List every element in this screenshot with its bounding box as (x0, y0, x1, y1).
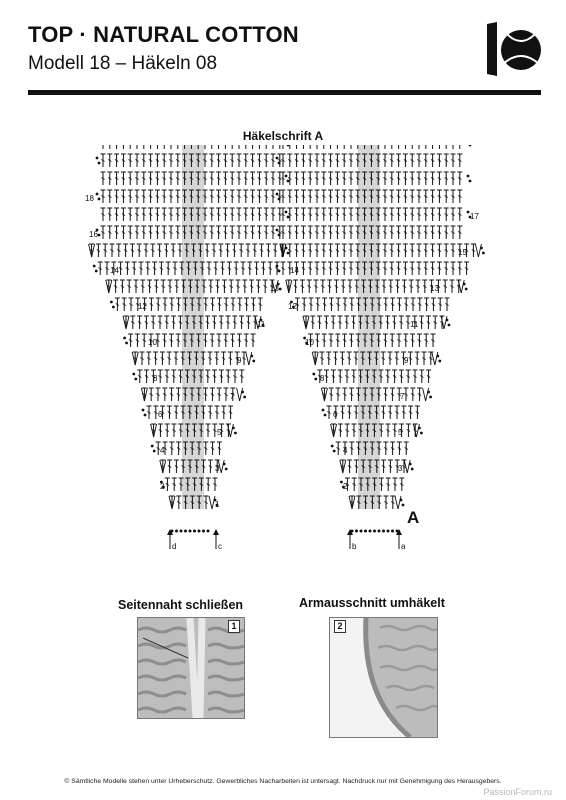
chain-dot (322, 409, 325, 412)
chain-dot (252, 360, 255, 363)
chain-dot (409, 463, 412, 466)
chain-dot (480, 247, 483, 250)
increase-v (413, 424, 419, 437)
chain-dot (285, 175, 288, 178)
chain-dot (331, 445, 334, 448)
brand-logo (485, 20, 541, 78)
foundation-chain (180, 530, 183, 533)
chain-dot (276, 229, 279, 232)
chain-dot (98, 162, 101, 165)
chain-dot (96, 193, 99, 196)
row-label: 6 (158, 410, 163, 419)
row-label: 11 (257, 320, 266, 329)
chain-dot (232, 427, 235, 430)
row-label: 3 (215, 464, 220, 473)
chain-dot (429, 396, 432, 399)
row-label: 18 (85, 194, 94, 203)
chain-dot (153, 450, 156, 453)
arrow-label: c (218, 542, 222, 551)
chain-dot (134, 378, 137, 381)
chain-dot (96, 157, 99, 160)
chain-dot (463, 283, 466, 286)
chain-dot (110, 301, 113, 304)
foundation-chain (193, 530, 196, 533)
photo-caption-side-seam: Seitennaht schließen (118, 598, 244, 612)
row-label: 4 (160, 446, 165, 455)
section-letter: A (407, 508, 420, 527)
row-label: 9 (237, 356, 242, 365)
chain-dot (278, 270, 281, 273)
foundation-chain (391, 530, 394, 533)
increase-v (246, 352, 252, 365)
chain-dot (93, 265, 96, 268)
chain-dot (469, 145, 472, 146)
row-label: 2 (343, 482, 348, 491)
foundation-chain (364, 530, 367, 533)
foundation-chain (382, 530, 385, 533)
copyright-notice: © Sämtliche Modelle stehen unter Urheberschutz. Gewerbliches Nacharbeiten ist untersagt. Nachdruck nur mit Genehmigung des Herausgebers. (64, 778, 502, 785)
chain-dot (482, 252, 485, 255)
row-label: 13 (270, 284, 279, 293)
chain-dot (314, 378, 317, 381)
row-label: 9 (404, 356, 409, 365)
chain-dot (324, 414, 327, 417)
row-label: 10 (305, 338, 314, 347)
chain-dot (95, 270, 98, 273)
row-label: 13 (430, 284, 439, 293)
foundation-chain (189, 530, 192, 533)
chain-dot (278, 162, 281, 165)
chain-dot (287, 216, 290, 219)
watermark: PassionForum.ru (483, 787, 552, 797)
row-label: 7 (230, 392, 235, 401)
foundation-chain (207, 530, 210, 533)
chain-dot (469, 180, 472, 183)
row-label: 14 (290, 266, 299, 275)
row-label: 5 (217, 428, 222, 437)
chain-dot (243, 396, 246, 399)
row-label: 2 (160, 482, 165, 491)
chain-dot (333, 450, 336, 453)
chain-dot (278, 234, 281, 237)
chain-dot (225, 468, 228, 471)
chain-dot (123, 337, 126, 340)
chain-dot (465, 288, 468, 291)
chain-dot (402, 504, 405, 507)
foundation-chain (198, 530, 201, 533)
increase-v (423, 388, 429, 401)
foundation-chain (387, 530, 390, 533)
row-label: 6 (333, 410, 338, 419)
chain-dot (418, 427, 421, 430)
chain-dot (223, 463, 226, 466)
increase-v (237, 388, 243, 401)
foundation-chain (378, 530, 381, 533)
photo-number-2: 2 (334, 620, 346, 633)
chain-dot (241, 391, 244, 394)
highlight-column (358, 145, 380, 509)
chain-dot (151, 445, 154, 448)
row-label: 5 (398, 428, 403, 437)
chain-dot (448, 324, 451, 327)
chain-dot (438, 360, 441, 363)
header-divider (28, 90, 541, 95)
chain-dot (436, 355, 439, 358)
chain-dot (400, 499, 403, 502)
row-label: 12 (138, 302, 147, 311)
chain-dot (287, 180, 290, 183)
chain-dot (411, 468, 414, 471)
row-label: 10 (148, 338, 157, 347)
foundation-chain (360, 530, 363, 533)
foundation-chain (184, 530, 187, 533)
chain-dot (427, 391, 430, 394)
chain-dot (98, 234, 101, 237)
arrow-label: d (172, 542, 177, 551)
crochet-chart (0, 145, 566, 555)
chain-dot (98, 198, 101, 201)
row-label: 15 (458, 248, 467, 257)
photo-number-1: 1 (228, 620, 240, 633)
page-title: TOP · NATURAL COTTON (28, 22, 299, 47)
photo-armhole (329, 617, 438, 738)
row-label: 4 (343, 446, 348, 455)
foundation-chain (355, 530, 358, 533)
increase-v (404, 460, 410, 473)
row-label: 12 (288, 302, 297, 311)
page-subtitle: Modell 18 – Häkeln 08 (28, 53, 218, 74)
chain-dot (467, 211, 470, 214)
foundation-chain (175, 530, 178, 533)
row-label: 3 (398, 464, 403, 473)
chain-dot (144, 414, 147, 417)
foundation-chain (369, 530, 372, 533)
row-label: 14 (110, 266, 119, 275)
row-label: 11 (410, 320, 419, 329)
chain-dot (276, 157, 279, 160)
chain-dot (287, 145, 290, 146)
chain-dot (420, 432, 423, 435)
chain-dot (446, 319, 449, 322)
row-label: 7 (400, 392, 405, 401)
row-label: 8 (153, 374, 158, 383)
photo-side-seam (137, 617, 245, 719)
increase-v (432, 352, 438, 365)
chain-dot (142, 409, 145, 412)
chain-dot (125, 342, 128, 345)
row-label: 16 (89, 230, 98, 239)
row-label: 1 (215, 500, 220, 509)
arrow-head (213, 529, 219, 535)
chain-dot (112, 306, 115, 309)
foundation-chain (202, 530, 205, 533)
chain-dot (467, 175, 470, 178)
row-label: 8 (320, 374, 325, 383)
chain-dot (276, 265, 279, 268)
arrow-label: a (401, 542, 406, 551)
chart-title: Häkelschrift A (242, 129, 324, 143)
chain-dot (132, 373, 135, 376)
photo-caption-armhole: Armausschnitt umhäkelt (299, 596, 445, 610)
arrow-label: b (352, 542, 357, 551)
chain-dot (234, 432, 237, 435)
row-label: 17 (470, 212, 479, 221)
chain-dot (312, 373, 315, 376)
chain-dot (278, 198, 281, 201)
foundation-chain (373, 530, 376, 533)
increase-v (395, 496, 401, 509)
chain-dot (276, 193, 279, 196)
chain-dot (250, 355, 253, 358)
chain-dot (285, 211, 288, 214)
chain-dot (279, 288, 282, 291)
chain-dot (287, 252, 290, 255)
increase-v (475, 244, 481, 257)
